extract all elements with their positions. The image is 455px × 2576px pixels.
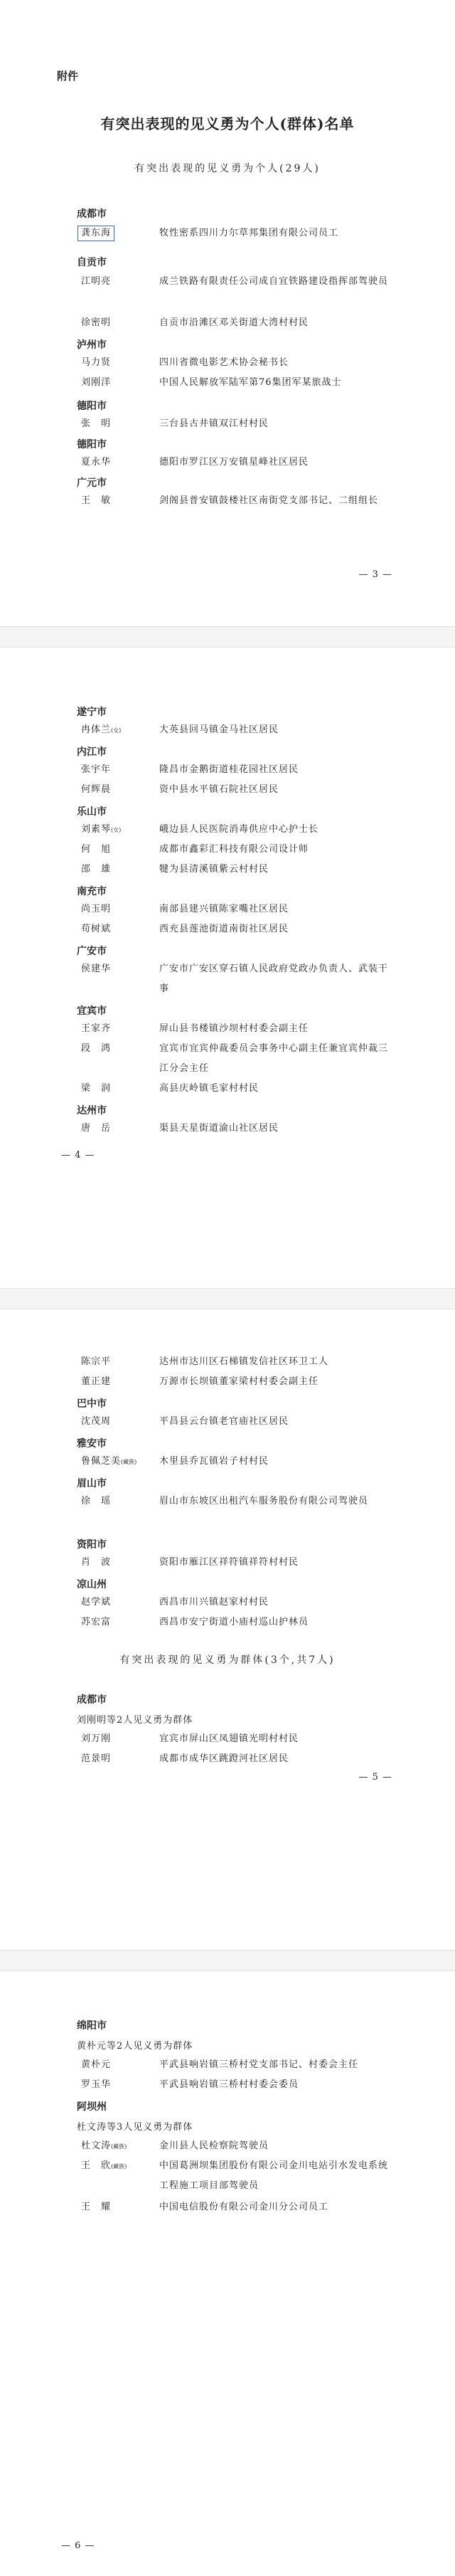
person-desc: 大英县回马镇金马社区居民 <box>159 724 279 735</box>
person-row <box>77 353 390 373</box>
city-heading-zigong: 自贡市 <box>77 257 107 268</box>
group-name: 刘刚明等2人见义勇为群体 <box>77 1715 193 1726</box>
person-name: 尚玉明 <box>81 904 112 914</box>
page-3 <box>0 0 455 626</box>
person-name: 夏永华 <box>81 457 112 468</box>
person-row <box>77 820 390 840</box>
person-desc: 三台县古井镇双江村村民 <box>159 418 269 429</box>
group-name: 黄朴元等2人见义勇为群体 <box>77 2041 193 2052</box>
person-row <box>77 860 390 880</box>
person-name: 范景明 <box>81 1753 112 1764</box>
city-heading-suining: 遂宁市 <box>77 707 107 718</box>
page-5 <box>0 1309 455 1950</box>
person-desc: 金川县人民检察院驾驶员 <box>159 2140 269 2151</box>
person-row <box>77 1729 390 1749</box>
person-desc: 成都市成华区跳蹬河社区居民 <box>159 1753 289 1764</box>
person-desc: 高县庆岭镇毛家村村民 <box>159 1083 259 1094</box>
person-desc: 西充县莲池街道南街社区居民 <box>159 924 289 934</box>
person-name: 马力贤 <box>81 357 112 368</box>
person-desc: 眉山市东坡区出租汽车服务股份有限公司驾驶员 <box>159 1496 369 1506</box>
person-row <box>77 780 390 800</box>
person-desc: 达州市达川区石梯镇发信社区环卫工人 <box>159 1356 329 1367</box>
page-number: — 3 — <box>358 569 392 580</box>
person-name: 徐 瑶 <box>81 1496 112 1506</box>
city-heading-deyang: 德阳市 <box>77 439 107 450</box>
person-row <box>77 414 390 434</box>
document-title: 有突出表现的见义勇为个人(群体)名单 <box>100 115 355 132</box>
person-desc: 隆昌市金鹅街道桂花园社区居民 <box>159 764 299 775</box>
person-desc: 中国电信股份有限公司金川分公司员工 <box>159 2202 329 2212</box>
person-row <box>77 1412 390 1432</box>
city-heading-dazhou: 达州市 <box>77 1105 107 1117</box>
city-heading-bazhong: 巴中市 <box>77 1398 107 1410</box>
person-name: 邵 雄 <box>81 864 112 875</box>
person-desc: 德阳市罗江区万安镇星峰社区居民 <box>159 457 309 468</box>
groups-heading: 有突出表现的见义勇为群体(3个,共7人) <box>119 1654 336 1666</box>
page-separator <box>0 1950 455 1971</box>
person-row <box>77 453 390 473</box>
person-row <box>77 2136 390 2156</box>
person-name: 黄朴元 <box>81 2059 112 2070</box>
person-row <box>77 272 390 292</box>
city-heading-yaan: 雅安市 <box>77 1438 107 1450</box>
person-name: 刘素琴(女) <box>81 824 122 835</box>
person-desc: 资中县水平镇石院社区居民 <box>159 784 279 795</box>
person-row <box>77 1749 390 1769</box>
group-name: 杜文涛等3人见义勇为群体 <box>77 2122 193 2133</box>
person-name: 沈茂周 <box>81 1416 112 1427</box>
person-name: 梁 润 <box>81 1083 112 1094</box>
person-desc: 中国人民解放军陆军第76集团军某旅战士 <box>159 377 342 388</box>
person-row <box>77 1352 390 1372</box>
person-name: 何 旭 <box>81 844 112 855</box>
person-row <box>77 919 390 939</box>
person-row <box>77 1039 390 1079</box>
person-row <box>77 959 390 999</box>
person-desc: 广安市广安区穿石镇人民政府党政办负责人、武装干事 <box>159 964 389 994</box>
person-row <box>77 2075 390 2095</box>
page-separator <box>0 1288 455 1309</box>
person-row <box>77 720 390 740</box>
person-name: 张 明 <box>81 418 112 429</box>
person-desc: 犍为县清溪镇紫云村村民 <box>159 864 269 875</box>
person-name: 侯建华 <box>81 964 112 974</box>
city-heading-yibin: 宜宾市 <box>77 1005 107 1017</box>
person-name: 刘万刚 <box>81 1733 112 1744</box>
person-name: 江明亮 <box>81 276 112 287</box>
person-name: 王 欣(藏族) <box>81 2160 127 2171</box>
person-row <box>77 2156 390 2196</box>
person-desc: 牧性密系四川力尔草邦集团有限公司员工 <box>159 228 339 238</box>
person-name: 何辉晨 <box>81 784 112 795</box>
person-name: 王家齐 <box>81 1023 112 1034</box>
city-heading-mianyang: 德阳市 <box>77 401 107 412</box>
city-heading-liangshan: 凉山州 <box>77 1579 107 1590</box>
city-heading-leshan: 乐山市 <box>77 806 107 818</box>
person-name: 刘刚洋 <box>81 377 112 388</box>
person-name: 王 敏 <box>81 495 112 506</box>
person-row <box>77 1372 390 1392</box>
person-row <box>77 491 390 511</box>
person-desc: 渠县天星街道渝山社区居民 <box>159 1123 279 1134</box>
person-name: 董正建 <box>81 1376 112 1387</box>
person-row <box>77 1553 390 1573</box>
city-heading-meishan: 眉山市 <box>77 1478 107 1489</box>
city-heading-guangan: 广安市 <box>77 946 107 957</box>
person-desc: 成兰铁路有限责任公司成自宜铁路建设指挥部驾驶员 <box>159 276 389 287</box>
person-name-highlighted: 龚东海 <box>77 226 114 241</box>
person-row <box>77 760 390 780</box>
person-name: 徐密明 <box>81 317 112 328</box>
person-name: 罗玉华 <box>81 2079 112 2090</box>
individuals-heading: 有突出表现的见义勇为个人(29人) <box>134 163 321 174</box>
person-row <box>77 373 390 393</box>
city-heading-chengdu: 成都市 <box>77 1694 107 1706</box>
person-desc: 平武县响岩镇三桥村村委会委员 <box>159 2079 299 2090</box>
person-name: 肖 波 <box>81 1557 112 1568</box>
person-row <box>77 1019 390 1039</box>
person-name: 陈宗平 <box>81 1356 112 1367</box>
city-heading-guangyuan: 广元市 <box>77 477 107 489</box>
page-number: — 5 — <box>358 1772 392 1783</box>
person-name: 唐 岳 <box>81 1123 112 1134</box>
page-4 <box>0 648 455 1288</box>
page-6 <box>0 1971 455 2576</box>
person-row <box>77 1452 390 1472</box>
person-desc: 四川省微电影艺术协会秘书长 <box>159 357 289 368</box>
person-desc: 中国葛洲坝集团股份有限公司金川电站引水发电系统工程施工项目部驾驶员 <box>159 2160 389 2191</box>
person-desc: 自贡市沿滩区邓关街道大湾村村民 <box>159 317 309 328</box>
person-desc: 资阳市雁江区祥符镇祥符村村民 <box>159 1557 299 1568</box>
person-desc: 宜宾市宜宾仲裁委员会事务中心副主任兼宜宾仲裁三江分会主任 <box>159 1043 389 1074</box>
page-separator <box>0 626 455 648</box>
person-desc: 西昌市安宁街道小庙村巡山护林员 <box>159 1617 309 1627</box>
person-desc: 西昌市川兴镇赵家村村民 <box>159 1597 269 1608</box>
person-row <box>77 223 390 243</box>
city-heading-chengdu: 成都市 <box>77 208 107 220</box>
person-name: 鲁佩芝美(藏族) <box>81 1456 137 1467</box>
person-name: 苏宏富 <box>81 1617 112 1627</box>
city-heading-ziyang: 资阳市 <box>77 1539 107 1551</box>
person-desc: 万源市长坝镇董家梁村村委会副主任 <box>159 1376 319 1387</box>
person-row <box>77 1612 390 1632</box>
person-name: 段 鸿 <box>81 1043 112 1054</box>
city-heading-luzhou: 泸州市 <box>77 339 107 351</box>
person-desc: 平昌县云台镇老官庙社区居民 <box>159 1416 289 1427</box>
person-desc: 宜宾市屏山区凤翅镇光明村村民 <box>159 1733 299 1744</box>
person-desc: 南部县建兴镇陈家嘴社区居民 <box>159 904 289 914</box>
person-desc: 成都市鑫彩汇科技有限公司设计师 <box>159 844 309 855</box>
person-name: 张宇年 <box>81 764 112 775</box>
person-row <box>77 2055 390 2075</box>
person-row <box>77 2197 390 2217</box>
page-number: — 4 — <box>61 1150 95 1161</box>
page-number: — 6 — <box>61 2540 95 2551</box>
person-row <box>77 1492 390 1511</box>
person-desc: 屏山县书楼镇沙坝村村委会副主任 <box>159 1023 309 1034</box>
person-row <box>77 313 390 333</box>
person-desc: 峨边县人民医院消毒供应中心护士长 <box>159 824 319 835</box>
person-row <box>77 899 390 919</box>
person-row <box>77 1119 390 1139</box>
person-row <box>77 1079 390 1099</box>
person-name: 赵学斌 <box>81 1597 112 1608</box>
person-name: 苟树斌 <box>81 924 112 934</box>
attachment-label: 附件 <box>57 70 79 83</box>
person-row <box>77 840 390 860</box>
city-heading-neijiang: 内江市 <box>77 746 107 758</box>
person-name: 王 耀 <box>81 2202 112 2212</box>
person-name: 杜文涛(藏族) <box>81 2140 127 2151</box>
city-heading-nanchong: 南充市 <box>77 886 107 897</box>
person-desc: 平武县响岩镇三桥村党支部书记、村委会主任 <box>159 2059 359 2070</box>
person-row <box>77 1593 390 1612</box>
person-desc: 木里县乔瓦镇岩子村村民 <box>159 1456 269 1467</box>
city-heading-aba: 阿坝州 <box>77 2101 107 2113</box>
person-name: 冉体兰(女) <box>81 724 122 735</box>
person-desc: 剑阁县普安镇鼓楼社区南街党支部书记、二组组长 <box>159 495 379 506</box>
city-heading-mianyang: 绵阳市 <box>77 2020 107 2032</box>
